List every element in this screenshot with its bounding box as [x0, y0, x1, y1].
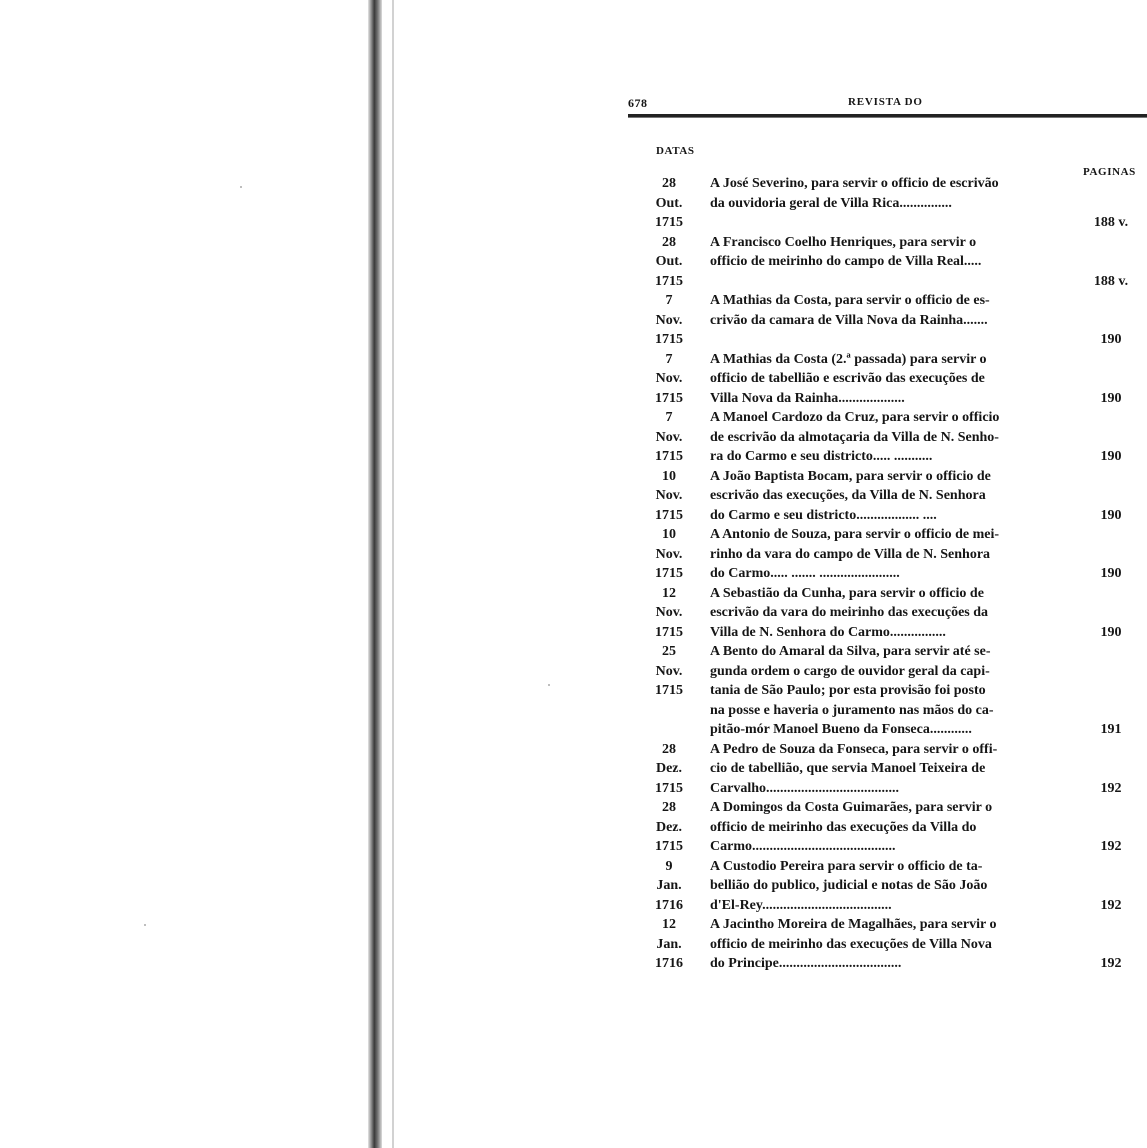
list-item	[628, 350, 1147, 409]
entry-date	[628, 857, 710, 916]
list-item	[628, 408, 1147, 467]
entry-date	[628, 584, 710, 643]
running-title: REVISTA DO	[848, 96, 923, 108]
entry-text-line: Carvalho......................................	[710, 780, 899, 796]
entry-date-month: Nov.	[655, 488, 683, 503]
list-item	[628, 740, 1147, 799]
entry-text	[710, 291, 1070, 330]
entry-text	[710, 467, 1070, 526]
entry-page-reference: 192	[1100, 839, 1122, 854]
entry-date-day: 7	[665, 293, 673, 308]
entry-text	[710, 408, 1070, 467]
entry-text-line: A Mathias da Costa, para servir o officio de es-	[710, 293, 990, 308]
entry-text-line: crivão da camara de Villa Nova da Rainha.......	[710, 312, 988, 328]
entry-date-year: 1716	[655, 897, 683, 913]
list-item	[628, 584, 1147, 643]
entry-page-reference: 192	[1100, 956, 1122, 971]
entry-text-line: do Carmo..... ....... .......................	[710, 566, 900, 581]
entry-date	[628, 291, 710, 350]
list-item	[628, 174, 1147, 233]
list-item	[628, 857, 1147, 916]
entry-text-line: A João Baptista Bocam, para servir o officio de	[710, 468, 991, 484]
entry-date	[628, 408, 710, 467]
entry-page-reference: 191	[1100, 722, 1122, 737]
entry-date-day: 28	[662, 234, 676, 250]
entry-text-line: na posse e haveria o juramento nas mãos do ca-	[710, 702, 994, 718]
running-head	[628, 92, 1147, 114]
entry-date-day: 12	[662, 585, 676, 601]
entry-date-month: Jan.	[656, 878, 682, 893]
entry-text	[710, 584, 1070, 643]
entry-date-month: Dez.	[655, 819, 683, 835]
paper-speck	[548, 684, 550, 686]
entry-text-line: pitão-mór Manoel Bueno da Fonseca............	[710, 722, 972, 737]
entry-page-reference: 192	[1100, 897, 1122, 913]
entry-date-month: Nov.	[655, 546, 683, 562]
entry-date-day: 10	[662, 468, 676, 484]
entry-date-month: Nov.	[655, 371, 683, 386]
entry-date	[628, 798, 710, 857]
entry-text-line: officio de meirinho das execuções de Villa Nova	[710, 936, 992, 952]
entry-text-line: da ouvidoria geral de Villa Rica...............	[710, 195, 952, 211]
column-header-pages: PAGINAS	[1083, 166, 1136, 178]
entry-date-year: 1715	[655, 390, 683, 406]
entry-text-line: do Carmo e seu districto.................. ....	[710, 507, 937, 523]
entry-date-day: 25	[662, 644, 676, 659]
entry-date-year: 1715	[655, 507, 683, 523]
entry-date-month: Nov.	[655, 312, 683, 328]
entry-text-line: d'El-Rey.....................................	[710, 897, 892, 913]
entry-date	[628, 174, 710, 233]
entry-date	[628, 915, 710, 974]
entry-date-year: 1715	[655, 215, 683, 230]
entry-date	[628, 642, 710, 701]
entry-page-reference: 190	[1100, 507, 1122, 523]
entry-text-line: Villa Nova da Rainha...................	[710, 390, 905, 406]
entry-text-line: Carmo.........................................	[710, 839, 896, 854]
entry-date-month: Out.	[655, 254, 683, 269]
entry-text-line: gunda ordem o cargo de ouvidor geral da capi-	[710, 663, 990, 679]
entry-text-line: A Domingos da Costa Guimarães, para servir o	[710, 800, 993, 815]
entry-page-reference: 190	[1100, 390, 1122, 406]
entry-page-reference: 190	[1100, 566, 1122, 581]
list-item	[628, 642, 1147, 740]
entry-text-line: ra do Carmo e seu districto..... ...........	[710, 449, 933, 464]
list-item	[628, 915, 1147, 974]
entry-date	[628, 350, 710, 409]
entry-page-reference: 188 v.	[1093, 215, 1129, 230]
entry-text-line: bellião do publico, judicial e notas de São João	[710, 878, 988, 893]
page-number: 678	[628, 96, 648, 110]
entry-date-year: 1715	[655, 566, 683, 581]
column-header-dates: DATAS	[656, 145, 695, 157]
entry-date	[628, 740, 710, 799]
entry-text	[710, 740, 1070, 799]
entry-text	[710, 233, 1070, 272]
entry-text	[710, 525, 1070, 584]
entry-text	[710, 915, 1070, 974]
entry-date-month: Out.	[655, 195, 683, 211]
entry-date-day: 7	[665, 410, 673, 425]
entry-date-day: 10	[662, 527, 676, 542]
entry-text	[710, 174, 1070, 213]
entry-text-line: A Manoel Cardozo da Cruz, para servir o officio	[710, 410, 1000, 425]
list-item	[628, 467, 1147, 526]
entry-date-month: Nov.	[655, 605, 683, 620]
paper-speck	[144, 924, 146, 926]
entry-date-day: 28	[662, 741, 676, 757]
entry-date-year: 1715	[655, 449, 683, 464]
entry-text-line: A Jacintho Moreira de Magalhães, para servir o	[710, 917, 997, 932]
entry-date-year: 1716	[655, 956, 683, 971]
entry-text-line: A Pedro de Souza da Fonseca, para servir o offi-	[710, 741, 998, 757]
entry-date-month: Jan.	[656, 936, 682, 952]
book-page	[628, 92, 1147, 1022]
entry-date-day: 7	[665, 351, 673, 367]
entry-text-line: Villa de N. Senhora do Carmo................	[710, 624, 946, 640]
entry-date-year: 1715	[655, 332, 683, 347]
entry-date-year: 1715	[655, 780, 683, 796]
list-item	[628, 798, 1147, 857]
entry-page-reference: 190	[1100, 449, 1122, 464]
list-item	[628, 291, 1147, 350]
entry-text-line: escrivão da vara do meirinho das execuções da	[710, 605, 989, 620]
entry-text-line: A Mathias da Costa (2.ª passada) para servir o	[710, 351, 987, 367]
paper-speck	[240, 186, 242, 188]
header-rule	[628, 114, 1147, 118]
entry-text-line: officio de meirinho das execuções da Villa do	[710, 819, 977, 835]
entry-date-year: 1715	[655, 683, 683, 698]
entry-date	[628, 525, 710, 584]
entry-text-line: officio de meirinho do campo de Villa Real.....	[710, 254, 982, 269]
entry-text	[710, 798, 1070, 857]
entry-date-month: Nov.	[655, 663, 683, 679]
entry-text-line: A Bento do Amaral da Silva, para servir até se-	[710, 644, 991, 659]
entry-date-month: Dez.	[655, 761, 683, 776]
entry-text	[710, 857, 1070, 916]
book-gutter	[368, 0, 382, 1148]
entry-date	[628, 467, 710, 526]
entry-page-reference: 192	[1100, 780, 1122, 796]
entry-text-line: de escrivão da almotaçaria da Villa de N. Senho-	[710, 429, 999, 445]
entry-date-month: Nov.	[655, 429, 683, 445]
entry-date-year: 1715	[655, 273, 683, 289]
entry-text-line: tania de São Paulo; por esta provisão foi posto	[710, 683, 986, 698]
entry-page-reference: 190	[1100, 332, 1122, 347]
list-item	[628, 233, 1147, 292]
entry-text-line: officio de tabellião e escrivão das execuções de	[710, 371, 985, 386]
entries-list	[628, 174, 1147, 974]
entry-text-line: cio de tabellião, que servia Manoel Teixeira de	[710, 761, 986, 776]
entry-text-line: rinho da vara do campo de Villa de N. Senhora	[710, 546, 991, 562]
entry-text-line: A Francisco Coelho Henriques, para servir o	[710, 234, 977, 250]
entry-text	[710, 350, 1070, 409]
entry-page-reference: 190	[1100, 624, 1122, 640]
entry-date-day: 28	[662, 176, 676, 191]
entry-text-line: A Custodio Pereira para servir o officio de ta-	[710, 858, 983, 874]
entry-date-year: 1715	[655, 839, 683, 854]
entry-text	[710, 642, 1070, 740]
entry-text-line: A Antonio de Souza, para servir o officio de mei-	[710, 527, 1000, 542]
entry-date-day: 9	[665, 858, 673, 874]
entry-text-line: A Sebastião da Cunha, para servir o officio de	[710, 585, 984, 601]
gutter-shadow-line	[392, 0, 394, 1148]
entry-page-reference: 188 v.	[1093, 273, 1129, 289]
entry-text-line: escrivão das execuções, da Villa de N. Senhora	[710, 488, 986, 503]
entry-date-day: 12	[662, 917, 676, 932]
entry-date	[628, 233, 710, 292]
entry-text-line: A José Severino, para servir o officio de escrivão	[710, 176, 999, 191]
entry-text-line: do Principe...................................	[710, 956, 902, 971]
entry-date-day: 28	[662, 800, 676, 815]
entry-date-year: 1715	[655, 624, 683, 640]
list-item	[628, 525, 1147, 584]
